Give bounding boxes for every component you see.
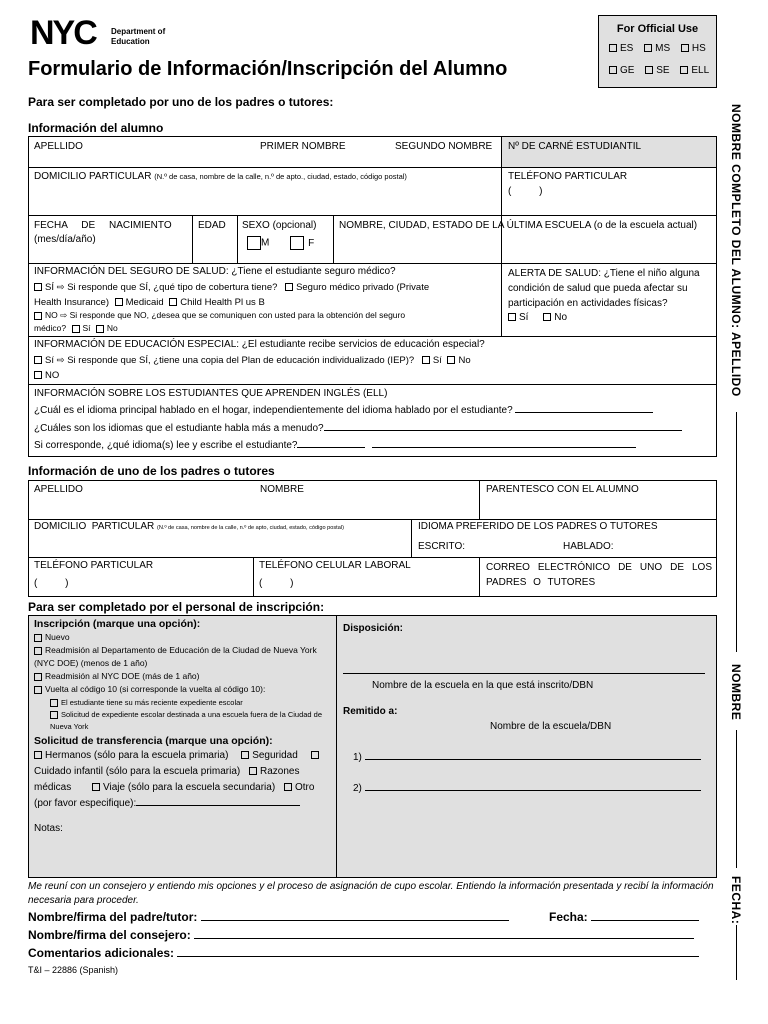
comentarios-field[interactable] xyxy=(177,956,699,957)
side-fecha-field[interactable] xyxy=(736,925,737,980)
student-telefono-paren[interactable]: ( ) xyxy=(508,186,543,197)
fecha-field[interactable] xyxy=(591,920,699,921)
seguro-body xyxy=(34,281,499,335)
sexo-m-label: M xyxy=(261,237,270,249)
ell-q3 xyxy=(34,440,636,451)
educ-no2: No xyxy=(458,355,471,366)
staff-left xyxy=(34,618,332,835)
domicilio-label: DOMICILIO PARTICULAR xyxy=(34,171,152,182)
ell-q2-text: ¿Cuáles son los idiomas que el estudiante habla más a menudo? xyxy=(34,423,324,434)
side-nombre: NOMBRE xyxy=(729,664,743,721)
parent-hablado: HABLADO: xyxy=(563,541,614,552)
parent-tel-particular-paren[interactable]: ( ) xyxy=(34,578,69,589)
firma-consejero-label: Nombre/firma del consejero: xyxy=(28,928,191,942)
parent-apellido: APELLIDO xyxy=(34,484,83,495)
checkbox[interactable] xyxy=(169,298,177,306)
checkbox[interactable] xyxy=(34,371,42,379)
form-subtitle: Para ser completado por uno de los padres o tutores: xyxy=(28,95,334,109)
readm2-text: Readmisión al NYC DOE (más de 1 año) xyxy=(45,671,200,681)
firma-padre xyxy=(28,910,509,924)
checkbox[interactable] xyxy=(645,66,653,74)
checkbox[interactable] xyxy=(34,673,42,681)
seguro-no-text: NO ⇨ Si responde que NO, ¿desea que se comuniquen con usted para la obtención del seguro xyxy=(45,310,406,320)
comentarios xyxy=(28,946,699,960)
official-use-row2 xyxy=(609,65,709,76)
checkbox[interactable] xyxy=(34,751,42,759)
parent-parentesco: PARENTESCO CON EL ALUMNO xyxy=(486,484,639,495)
firma-padre-field[interactable] xyxy=(201,920,509,921)
remitido-caption: Nombre de la escuela/DBN xyxy=(490,721,612,732)
checkbox[interactable] xyxy=(285,283,293,291)
ell-q3-text: Si corresponde, ¿qué idioma(s) lee y escribe el estudiante? xyxy=(34,440,298,451)
sexo-options xyxy=(247,236,314,250)
student-apellido: APELLIDO xyxy=(34,141,83,152)
parent-tel-celular-paren[interactable]: ( ) xyxy=(259,578,294,589)
checkbox[interactable] xyxy=(644,44,652,52)
student-fecha-fmt: (mes/día/año) xyxy=(34,234,96,245)
parent-nombre: NOMBRE xyxy=(260,484,304,495)
student-edad: EDAD xyxy=(198,220,226,231)
notas-label: Notas: xyxy=(34,823,63,834)
official-use-box xyxy=(598,15,717,88)
official-se-label: SE xyxy=(656,65,670,76)
viaje-text: Viaje (sólo para la escuela secundaria) xyxy=(103,782,276,793)
checkbox[interactable] xyxy=(34,283,42,291)
transfer-label: Solicitud de transferencia (marque una opción): xyxy=(34,735,273,747)
side-nombre-completo: NOMBRE COMPLETO DEL ALUMNO: APELLIDO xyxy=(729,104,743,397)
parent-domicilio-note: (N.º de casa, nombre de la calle, n.º de apto, ciudad, estado, código postal) xyxy=(157,525,344,531)
disposicion-field[interactable] xyxy=(343,673,705,674)
side-apellido-field[interactable] xyxy=(736,412,737,652)
seguro-line4: médico? xyxy=(34,323,67,333)
ell-q2-field[interactable] xyxy=(324,430,682,431)
nyc-doe-logo xyxy=(30,14,180,52)
remitido-field-1[interactable] xyxy=(365,759,701,760)
educ-si2: Sí xyxy=(432,355,442,366)
side-nombre-field[interactable] xyxy=(736,730,737,868)
form-title: Formulario de Información/Inscripción del Alumno xyxy=(28,58,508,80)
dept-line1: Department of xyxy=(111,27,166,36)
seguro-line2a: Health Insurance) xyxy=(34,297,109,308)
seguro-si-text: SÍ ⇨ Si responde que SÍ, ¿qué tipo de cobertura tiene? xyxy=(45,282,278,293)
checkbox[interactable] xyxy=(311,751,319,759)
remitido-item2 xyxy=(353,783,701,794)
cuidado-text: Cuidado infantil (sólo para la escuela primaria) xyxy=(34,766,241,777)
checkbox[interactable] xyxy=(284,783,292,791)
seguro-privado-text: Seguro médico privado (Private xyxy=(296,282,430,293)
checkbox[interactable] xyxy=(681,44,689,52)
ell-q1-field[interactable] xyxy=(515,412,653,413)
checkbox[interactable] xyxy=(72,325,80,333)
checkbox[interactable] xyxy=(422,356,430,364)
student-ultima-escuela: NOMBRE, CIUDAD, ESTADO DE LA ÚLTIMA ESCUELA (o de la escuela actual) xyxy=(339,220,698,231)
checkbox[interactable] xyxy=(34,634,42,642)
official-ell-label: ELL xyxy=(691,65,710,76)
vuelta-a-text: El estudiante tiene su más reciente expediente escolar xyxy=(61,698,243,707)
student-carne: Nº DE CARNÉ ESTUDIANTIL xyxy=(508,141,642,152)
official-use-row1 xyxy=(609,43,706,54)
alerta-options xyxy=(508,312,567,323)
seguro-chp: Child Health Pl us B xyxy=(180,297,265,308)
checkbox[interactable] xyxy=(50,699,58,707)
razones-text: Razones médicas xyxy=(34,766,300,793)
form-code: T&I – 22886 (Spanish) xyxy=(28,965,119,975)
parent-escrito: ESCRITO: xyxy=(418,541,466,552)
seguro-title: INFORMACIÓN DEL SEGURO DE SALUD: ¿Tiene el estudiante seguro médico? xyxy=(34,266,396,277)
disposicion-label: Disposición: xyxy=(343,623,404,634)
firma-consejero xyxy=(28,928,694,942)
checkbox[interactable] xyxy=(508,313,516,321)
seguro-medicaid: Medicaid xyxy=(125,297,164,308)
footer-statement: Me reuní con un consejero y entiendo mis opciones y el proceso de asignación de cupo escolar. Entiendo la información presentada y recibí la información necesaria para proceder. xyxy=(28,881,714,906)
remitido-field-2[interactable] xyxy=(365,790,701,791)
checkbox[interactable] xyxy=(34,312,42,320)
readm1-text: Readmisión al Departamento de Educación de la Ciudad de Nueva York (NYC DOE) (menos de 1 año) xyxy=(34,645,317,668)
parent-tel-particular: TELÉFONO PARTICULAR xyxy=(34,560,154,571)
official-use-title: For Official Use xyxy=(616,23,699,35)
checkbox-f[interactable] xyxy=(290,236,304,250)
nyc-logo-text: NYC xyxy=(30,14,96,52)
hermanos-text: Hermanos (sólo para la escuela primaria) xyxy=(45,750,229,761)
student-telefono: TELÉFONO PARTICULAR xyxy=(508,171,628,182)
official-ge-label: GE xyxy=(620,65,635,76)
ell-q3-field-b[interactable] xyxy=(372,447,636,448)
checkbox[interactable] xyxy=(92,783,100,791)
checkbox[interactable] xyxy=(680,66,688,74)
alerta-no: No xyxy=(554,312,568,323)
firma-padre-label: Nombre/firma del padre/tutor: xyxy=(28,910,198,924)
educ-no-line xyxy=(34,370,59,381)
ell-q2 xyxy=(34,423,682,434)
student-domicilio xyxy=(34,171,407,182)
vuelta-text: Vuelta al código 10 (si corresponde la vuelta al código 10): xyxy=(45,684,266,694)
educ-si-line xyxy=(34,355,471,366)
checkbox[interactable] xyxy=(249,767,257,775)
checkbox[interactable] xyxy=(50,711,58,719)
student-sexo: SEXO (opcional) xyxy=(242,220,317,231)
checkbox[interactable] xyxy=(34,686,42,694)
ell-title: INFORMACIÓN SOBRE LOS ESTUDIANTES QUE APRENDEN INGLÉS (ELL) xyxy=(34,388,388,399)
fecha-label: Fecha: xyxy=(549,910,588,924)
seguridad-text: Seguridad xyxy=(252,750,298,761)
checkbox[interactable] xyxy=(96,325,104,333)
ell-q1 xyxy=(34,405,653,416)
checkbox[interactable] xyxy=(241,751,249,759)
alerta-si: Sí xyxy=(519,312,529,323)
official-es-label: ES xyxy=(620,43,634,54)
sexo-f-label: F xyxy=(308,237,315,249)
student-segundo-nombre: SEGUNDO NOMBRE xyxy=(395,141,493,152)
otro-text: Otro (por favor especifique): xyxy=(34,782,315,809)
parent-domicilio xyxy=(34,521,344,532)
parent-tel-celular: TELÉFONO CELULAR LABORAL xyxy=(259,560,411,571)
parent-heading: Información de uno de los padres o tutores xyxy=(28,464,275,478)
disposicion-caption: Nombre de la escuela en la que está inscrito/DBN xyxy=(372,680,594,691)
checkbox[interactable] xyxy=(115,298,123,306)
item1-label: 1) xyxy=(353,752,362,763)
remitido-label: Remitido a: xyxy=(343,706,398,717)
ell-q3-field-a[interactable] xyxy=(297,447,365,448)
side-fecha: FECHA: xyxy=(729,876,743,925)
fecha-field-group xyxy=(549,910,699,924)
checkbox[interactable] xyxy=(34,356,42,364)
domicilio-note: (N.º de casa, nombre de la calle, n.º de apto., ciudad, estado, código postal) xyxy=(154,172,407,181)
official-ms-label: MS xyxy=(655,43,671,54)
seguro-si2: Sí xyxy=(82,323,91,333)
student-primer-nombre: PRIMER NOMBRE xyxy=(260,141,346,152)
comentarios-label: Comentarios adicionales: xyxy=(28,946,175,960)
parent-idioma: IDIOMA PREFERIDO DE LOS PADRES O TUTORES xyxy=(418,521,658,532)
alerta-salud: ALERTA DE SALUD: ¿Tiene el niño alguna condición de salud que pueda afectar su participación en actividades físicas? xyxy=(508,268,700,309)
checkbox[interactable] xyxy=(447,356,455,364)
parent-domicilio-label: DOMICILIO PARTICULAR xyxy=(34,521,155,532)
firma-consejero-field[interactable] xyxy=(194,938,694,939)
checkbox[interactable] xyxy=(609,66,617,74)
student-fecha-nac: FECHA DE NACIMIENTO xyxy=(34,220,172,231)
inscripcion-label: Inscripción (marque una opción): xyxy=(34,618,201,630)
seguro-no2: No xyxy=(106,323,118,333)
otro-field[interactable] xyxy=(136,805,300,806)
checkbox[interactable] xyxy=(34,647,42,655)
ell-q1-text: ¿Cuál es el idioma principal hablado en el hogar, independientemente del idioma hablado por el estudiante? xyxy=(34,405,513,416)
checkbox[interactable] xyxy=(609,44,617,52)
educ-title: INFORMACIÓN DE EDUCACIÓN ESPECIAL: ¿El estudiante recibe servicios de educación especial? xyxy=(34,339,485,350)
item2-label: 2) xyxy=(353,783,362,794)
checkbox[interactable] xyxy=(543,313,551,321)
parent-correo: CORREO ELECTRÓNICO DE UNO DE LOS PADRES O TUTORES xyxy=(486,562,712,588)
official-hs-label: HS xyxy=(691,43,706,54)
staff-heading: Para ser completado por el personal de inscripción: xyxy=(28,600,325,614)
educ-si-text: Sí ⇨ Si responde que SÍ, ¿tiene una copia del Plan de educación individualizado (IEP)? xyxy=(45,355,415,366)
remitido-item1 xyxy=(353,752,701,763)
student-heading: Información del alumno xyxy=(28,121,164,135)
dept-line2: Education xyxy=(111,37,150,46)
educ-no-text: NO xyxy=(45,370,60,381)
checkbox-m[interactable] xyxy=(247,236,261,250)
nuevo-text: Nuevo xyxy=(45,632,70,642)
vuelta-b-text: Solicitud de expediente escolar destinada a una escuela fuera de la Ciudad de Nueva York xyxy=(50,710,323,731)
